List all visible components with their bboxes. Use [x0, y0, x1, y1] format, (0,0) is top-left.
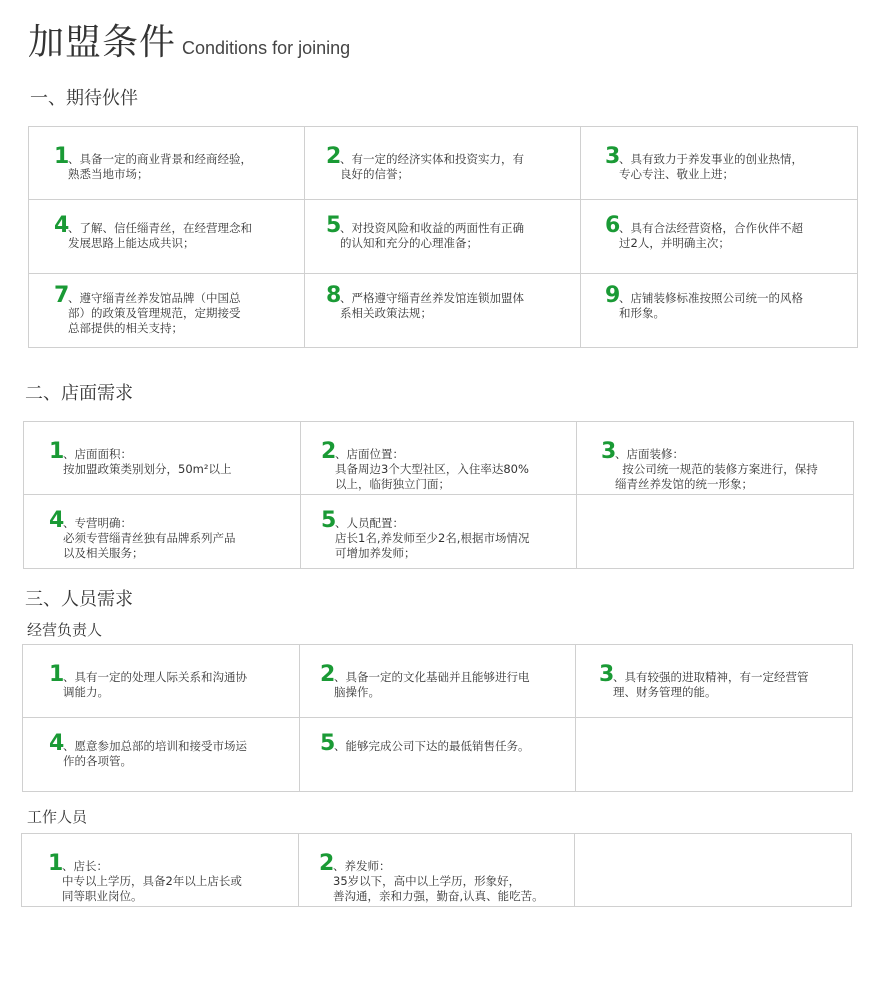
item-text: 、愿意参加总部的培训和接受市场运 作的各项管。: [63, 739, 247, 768]
item-text: 、店铺装修标准按照公司统一的风格 和形象。: [619, 291, 803, 320]
grid-cell: [300, 645, 576, 718]
item-text: 、专营明确： 必须专营缁青丝独有品牌系列产品 以及相关服务；: [63, 516, 236, 560]
section-heading-store: 二、店面需求: [25, 383, 133, 404]
grid-cell: [305, 200, 581, 274]
item-text: 、了解、信任缁青丝，在经营理念和 发展思路上能达成共识；: [68, 221, 252, 250]
partners-grid: [28, 126, 858, 348]
item-number: 2: [326, 144, 342, 169]
grid-cell: [577, 422, 854, 495]
item-number: 4: [49, 731, 65, 756]
item-text: 、严格遵守缁青丝养发馆连锁加盟体 系相关政策法规；: [340, 291, 524, 320]
grid-cell: [301, 422, 577, 495]
item-number: 2: [319, 851, 335, 876]
page-title: [28, 14, 350, 65]
item-text: 、具备一定的商业背景和经商经验， 熟悉当地市场；: [68, 152, 252, 181]
grid-cell: [305, 274, 581, 348]
item-text: 、遵守缁青丝养发馆品牌（中国总 部）的政策及管理规范，定期接受 总部提供的相关支持；: [68, 291, 241, 335]
grid-cell: [24, 495, 301, 569]
grid-cell-empty: [576, 718, 853, 792]
item-number: 9: [605, 283, 621, 308]
item-number: 5: [320, 731, 336, 756]
item-text: 、养发师： 35岁以下，高中以上学历，形象好， 善沟通，亲和力强，勤奋,认真、能吃苦。: [333, 859, 544, 903]
item-text: 、具备一定的文化基础并且能够进行电 脑操作。: [334, 670, 530, 699]
page-title-en: Conditions for joining: [182, 38, 351, 58]
grid-cell: [29, 274, 305, 348]
manager-grid: [22, 644, 853, 792]
item-number: 2: [321, 439, 337, 464]
item-number: 4: [54, 213, 70, 238]
item-number: 1: [49, 439, 65, 464]
grid-cell: [24, 422, 301, 495]
item-number: 4: [49, 508, 65, 533]
section-heading-staff: 三、人员需求: [25, 589, 133, 610]
item-text: 、店面位置： 具备周边3个大型社区，入住率达80% 以上，临街独立门面；: [335, 447, 529, 491]
item-text: 、具有合法经营资格，合作伙伴不超 过2人，并明确主次；: [619, 221, 803, 250]
section-heading-partners: 一、期待伙伴: [30, 88, 138, 109]
page-title-zh: 加盟条件: [28, 22, 177, 63]
item-text: 、人员配置： 店长1名,养发师至少2名,根据市场情况 可增加养发师；: [335, 516, 530, 560]
item-number: 8: [326, 283, 342, 308]
item-text: 、具有一定的处理人际关系和沟通协 调能力。: [63, 670, 247, 699]
item-text: 、有一定的经济实体和投资实力，有 良好的信誉；: [340, 152, 524, 181]
store-grid: [23, 421, 854, 569]
grid-cell: [581, 127, 858, 200]
grid-cell: [23, 645, 300, 718]
grid-cell: [22, 834, 299, 907]
item-text: 、能够完成公司下达的最低销售任务。: [334, 739, 530, 753]
item-number: 5: [321, 508, 337, 533]
workers-grid: [21, 833, 852, 907]
grid-cell: [23, 718, 300, 792]
grid-cell: [29, 200, 305, 274]
item-number: 1: [49, 662, 65, 687]
item-text: 、店面装修： 按公司统一规范的装修方案进行，保持 缁青丝养发馆的统一形象；: [615, 447, 818, 491]
grid-cell: [299, 834, 575, 907]
item-text: 、店长： 中专以上学历，具备2年以上店长或 同等职业岗位。: [62, 859, 242, 903]
item-text: 、对投资风险和收益的两面性有正确 的认知和充分的心理准备；: [340, 221, 524, 250]
item-number: 6: [605, 213, 621, 238]
item-number: 2: [320, 662, 336, 687]
grid-cell: [300, 718, 576, 792]
grid-cell: [581, 200, 858, 274]
grid-cell-empty: [577, 495, 854, 569]
grid-cell: [305, 127, 581, 200]
item-number: 3: [599, 662, 615, 687]
item-number: 1: [48, 851, 64, 876]
grid-cell: [576, 645, 853, 718]
item-text: 、具有致力于养发事业的创业热情， 专心专注、敬业上进；: [619, 152, 803, 181]
subheading-workers: 工作人员: [27, 808, 88, 826]
item-number: 1: [54, 144, 70, 169]
grid-cell: [301, 495, 577, 569]
subheading-manager: 经营负责人: [27, 621, 103, 639]
item-number: 3: [601, 439, 617, 464]
item-number: 7: [54, 283, 70, 308]
item-text: 、具有较强的进取精神，有一定经营管 理、财务管理的能。: [613, 670, 809, 699]
item-number: 5: [326, 213, 342, 238]
item-text: 、店面面积： 按加盟政策类别划分，50m²以上: [63, 447, 232, 476]
grid-cell: [29, 127, 305, 200]
item-number: 3: [605, 144, 621, 169]
grid-cell: [581, 274, 858, 348]
grid-cell-empty: [575, 834, 852, 907]
